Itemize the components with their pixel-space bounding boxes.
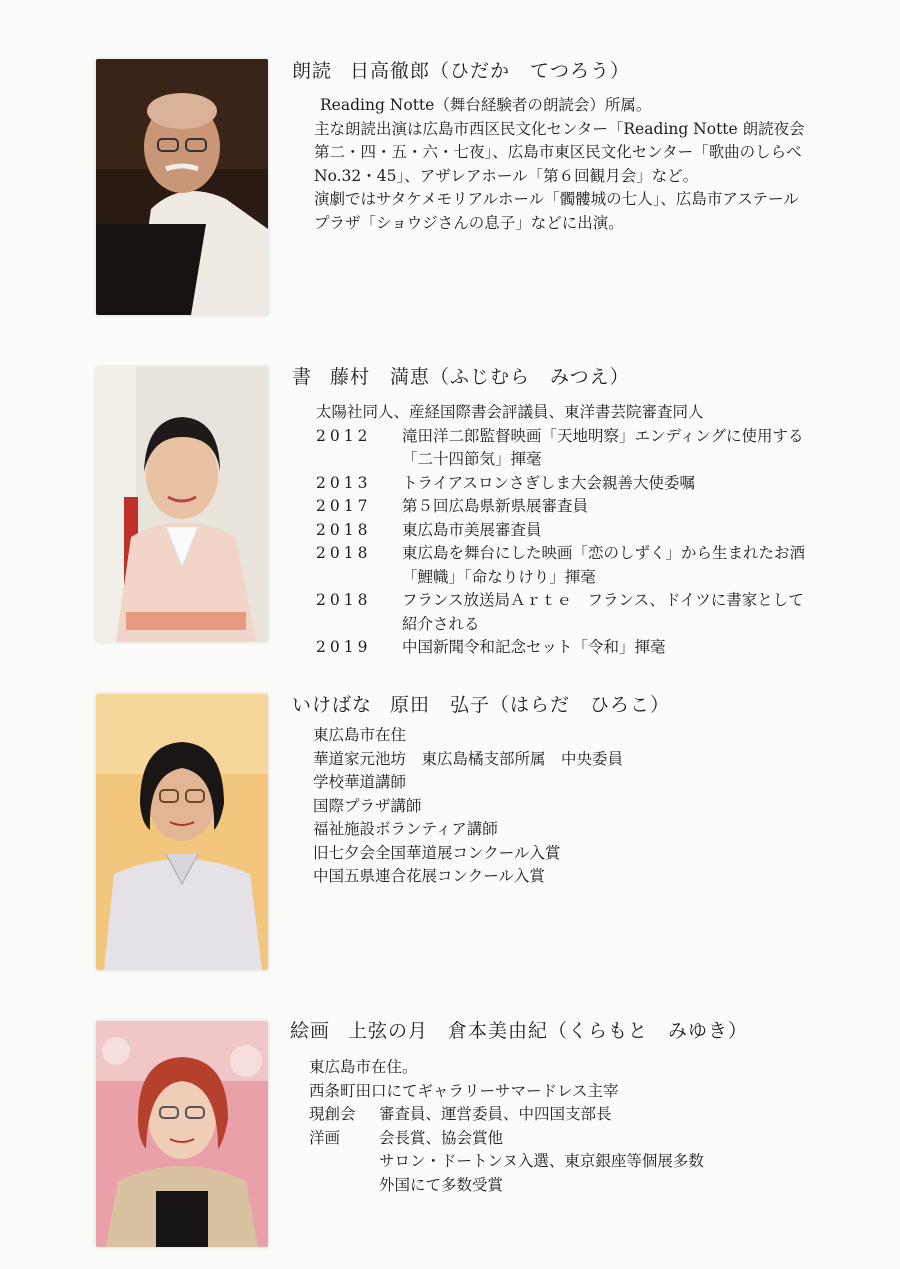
- profile-title: [292, 693, 670, 717]
- item-label: 現創会: [309, 1105, 356, 1123]
- profile-line: Reading Notte（舞台経験者の朗読会）所属。: [320, 96, 652, 114]
- history-row: [316, 542, 805, 566]
- profile-title: [292, 59, 630, 83]
- history-row: [316, 425, 805, 449]
- photo-hidaka: [96, 59, 268, 315]
- history-cont: 「鯉幟」「命なりけり」揮毫: [402, 567, 596, 586]
- profile-name: 上弦の月 倉本美由紀: [348, 1020, 549, 1042]
- item-row: [309, 1127, 704, 1151]
- portrait-man-glasses-icon: [96, 59, 268, 315]
- profile-name: 原田 弘子: [390, 694, 491, 716]
- history-text: 東広島市美展審査員: [402, 520, 542, 539]
- item-cont: 外国にて多数受賞: [379, 1175, 504, 1194]
- profile-reading: （ふじむら みつえ）: [430, 366, 630, 388]
- history-text: トライアスロンさぎしま大会親善大使委嘱: [402, 473, 695, 492]
- history-year: 2019: [316, 638, 372, 656]
- profile-body: [314, 94, 805, 235]
- history-year: 2017: [316, 497, 372, 515]
- item-text: 審査員、運営委員、中四国支部長: [379, 1105, 612, 1123]
- profile-reading: （くらもと みゆき）: [548, 1020, 749, 1042]
- profile-line: 東広島市在住: [313, 726, 407, 744]
- profile-intro: 太陽社同人、産経国際書会評議員、東洋書芸院審査同人: [316, 403, 704, 421]
- profile-line: 福祉施設ボランティア講師: [313, 820, 498, 838]
- profile-line: 東広島市在住。: [309, 1058, 418, 1076]
- profile-category: 朗読: [292, 60, 333, 82]
- profile-line: 第二・四・五・六・七夜」、広島市東区民文化センター「歌曲のしらべ: [314, 143, 802, 161]
- history-text: 第５回広島県新県展審査員: [402, 497, 589, 515]
- item-label: 洋画: [309, 1128, 341, 1147]
- profile-reading: （ひだか てつろう）: [430, 60, 631, 82]
- profile-line: 華道家元池坊 東広島橘支部所属 中央委員: [313, 749, 624, 768]
- profile-category: 絵画: [290, 1020, 331, 1042]
- profile-line: 主な朗読出演は広島市西区民文化センター「Reading Notte 朗読夜会: [314, 119, 805, 138]
- portrait-woman-glasses-icon: [96, 694, 268, 970]
- profile-line: No.32・45」、アザレアホール「第６回観月会」など。: [314, 166, 699, 185]
- item-row: [309, 1103, 704, 1127]
- history-year: 2018: [316, 591, 372, 609]
- history-year: 2013: [316, 473, 372, 492]
- history-year: 2012: [316, 426, 372, 445]
- profile-line: 中国五県連合花展コンクール入賞: [313, 867, 545, 885]
- profile-line: 学校華道講師: [313, 773, 407, 791]
- profile-name: 藤村 満恵: [330, 366, 431, 388]
- history-row: [316, 636, 805, 660]
- profile-body: [309, 1056, 704, 1197]
- history-text: 東広島を舞台にした映画「恋のしずく」から生まれたお酒: [402, 544, 806, 562]
- profile-body: [313, 724, 623, 889]
- portrait-woman-kimono-icon: [96, 367, 268, 642]
- profile-body: [316, 401, 805, 660]
- photo-harada: [96, 694, 268, 970]
- profile-title: [292, 365, 630, 389]
- history-row: [316, 589, 805, 613]
- history-cont: 「二十四節気」揮毫: [402, 450, 542, 468]
- profile-line: プラザ「ショウジさんの息子」などに出演。: [314, 213, 624, 232]
- history-cont: 紹介される: [402, 614, 480, 633]
- history-row: [316, 472, 805, 496]
- profile-name: 日高徹郎: [350, 60, 431, 82]
- photo-kuramoto: [96, 1021, 268, 1247]
- portrait-woman-red-hair-icon: [96, 1021, 268, 1247]
- profile-reading: （はらだ ひろこ）: [490, 694, 671, 716]
- profile-category: 書: [292, 366, 313, 388]
- history-row: [316, 495, 805, 519]
- profile-line: 国際プラザ講師: [313, 796, 422, 815]
- history-year: 2018: [316, 520, 372, 539]
- profile-title: [290, 1019, 748, 1043]
- profile-line: 演劇ではサタケメモリアルホール「髑髏城の七人」、広島市アステール: [314, 190, 799, 208]
- history-text: フランス放送局Ａｒｔｅ フランス、ドイツに書家として: [402, 591, 804, 609]
- item-text: 会長賞、協会賞他: [379, 1128, 504, 1147]
- profile-line: 旧七夕会全国華道展コンクール入賞: [313, 843, 561, 862]
- photo-fujimura: [96, 367, 268, 642]
- history-text: 滝田洋二郎監督映画「天地明察」エンディングに使用する: [402, 426, 804, 445]
- history-row: [316, 519, 805, 543]
- profile-category: いけばな: [292, 694, 373, 716]
- history-text: 中国新聞令和記念セット「令和」揮毫: [402, 638, 666, 656]
- profile-line: 西条町田口にてギャラリーサマードレス主宰: [309, 1081, 619, 1100]
- history-year: 2018: [316, 544, 372, 562]
- item-cont: サロン・ドートンヌ入選、東京銀座等個展多数: [379, 1152, 704, 1170]
